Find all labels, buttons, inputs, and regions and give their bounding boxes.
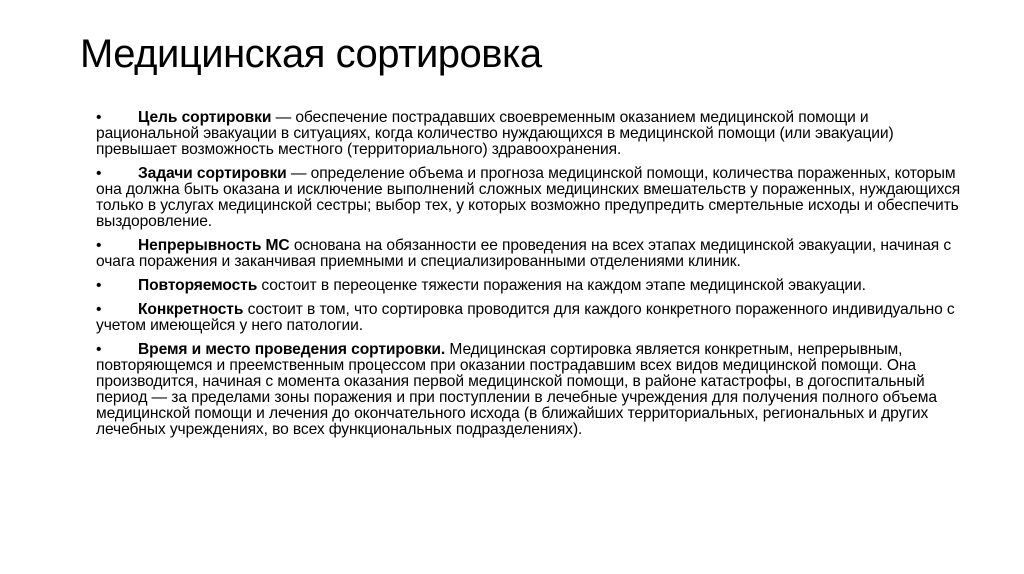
item-text: основана на обязанности ее проведения на всех этапах медицинской эвакуации, начиная с очага поражения и заканчивая приемными и специализированными отделениями клиник. (96, 237, 952, 270)
bullet-icon: • (96, 341, 102, 358)
bullet-item-concreteness (96, 302, 966, 334)
item-term: Конкретность (138, 301, 244, 318)
item-text: Медицинская сортировка является конкретным, непрерывным, повторяющемся и преемственным процессом при оказании пострадавшим всех видов медицинской помощи. Она производится, начиная с момента оказания первой медицинской помощи, в районе катастрофы, в догоспитальный период — за пределами зоны поражения и при поступлении в лечебные учреждения для получения полного объема медицинской помощи и лечения до окончательного исхода (в ближайших территориальных, региональных и других лечебных учреждениях, во всех функциональных подразделениях). (96, 341, 937, 438)
item-text: — обеспечение пострадавших своевременным оказанием медицинской помощи и рациональной эвакуации в ситуациях, когда количество нуждающихся в медицинской помощи (или эвакуации) превышает возможность местного (территориального) здравоохранения. (96, 109, 894, 158)
bullet-item-time-place (96, 342, 966, 438)
item-text: состоит в переоценке тяжести поражения на каждом этапе медицинской эвакуации. (257, 277, 866, 294)
bullet-icon: • (96, 301, 102, 318)
bullet-item-goal (96, 110, 966, 158)
bullet-icon: • (96, 237, 102, 254)
bullet-list (96, 110, 966, 446)
slide-title: Медицинская сортировка (80, 32, 542, 76)
item-text: состоит в том, что сортировка проводится для каждого конкретного пораженного индивидуально с учетом имеющейся у него патологии. (96, 301, 955, 334)
item-term: Задачи сортировки (138, 165, 287, 182)
item-text: — определение объема и прогноза медицинской помощи, количества пораженных, которым она должна быть оказана и исключение выполнений сложных медицинских вмешательств у пораженных, нуждающихся только в услугах медицинской сестры; выбор тех, у которых возможно предупредить смертельные исходы и обеспечить выздоровление. (96, 165, 961, 230)
item-term: Цель сортировки (138, 109, 272, 126)
bullet-icon: • (96, 109, 102, 126)
bullet-item-continuity (96, 238, 966, 270)
item-term: Непрерывность МС (138, 237, 290, 254)
bullet-icon: • (96, 165, 102, 182)
bullet-item-tasks (96, 166, 966, 230)
item-term: Время и место проведения сортировки. (138, 341, 446, 358)
bullet-item-repeatability (96, 278, 966, 294)
item-term: Повторяемость (138, 277, 258, 294)
bullet-icon: • (96, 277, 102, 294)
